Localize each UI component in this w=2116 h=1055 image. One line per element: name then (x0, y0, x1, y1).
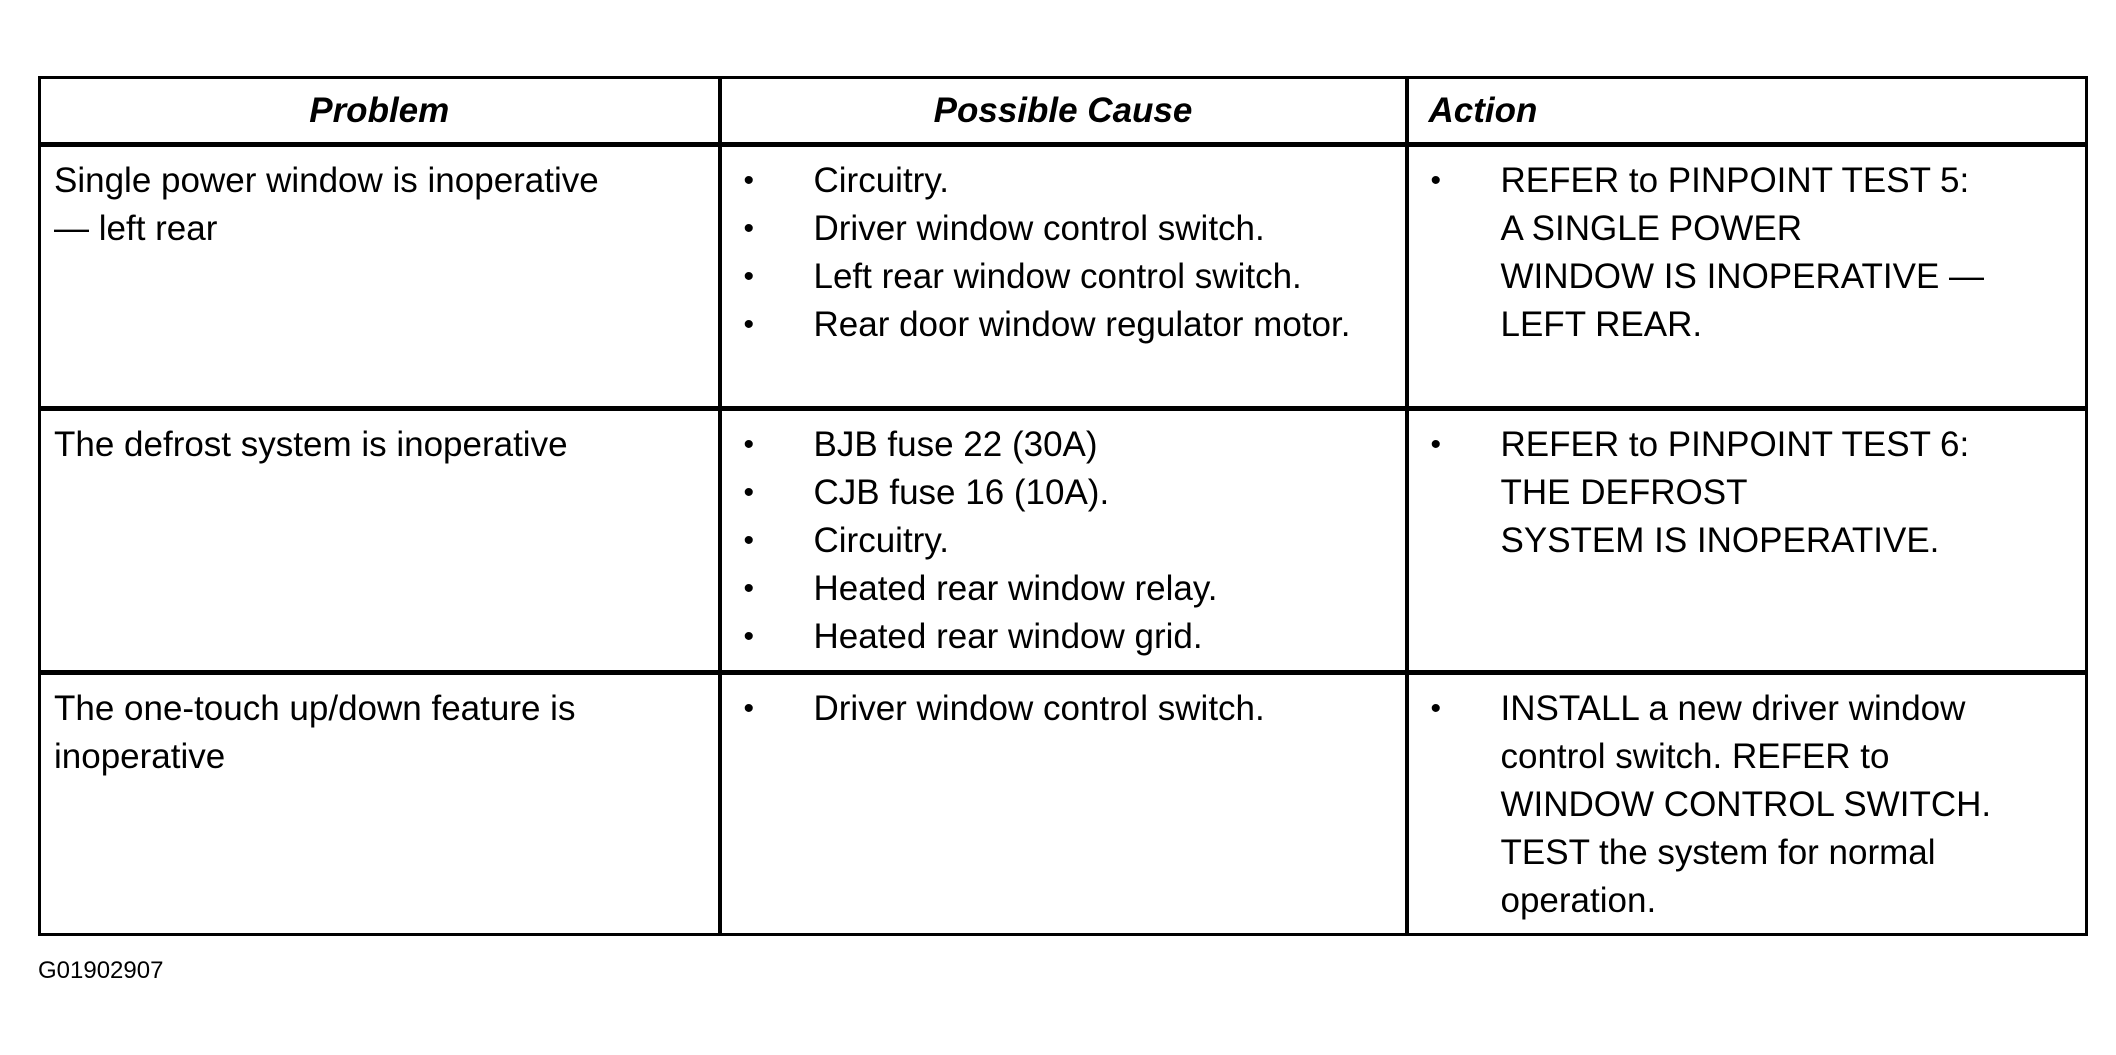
problem-line: inoperative (54, 737, 226, 776)
action-line: THE DEFROST (1500, 473, 1748, 512)
diagnostic-table (38, 76, 2088, 936)
table-row (40, 145, 2087, 409)
problem-line: Single power window is inoperative (54, 161, 599, 200)
cause-list (722, 147, 1405, 355)
action-block (1409, 675, 2086, 931)
problem-text (41, 675, 718, 781)
cause-item: • Circuitry. (722, 157, 1395, 205)
action-line: WINDOW IS INOPERATIVE — (1500, 257, 1985, 296)
header-possible-cause: Possible Cause (720, 78, 1407, 145)
problem-cell (40, 673, 720, 935)
action-line: SYSTEM IS INOPERATIVE. (1500, 521, 1940, 560)
action-block (1409, 411, 2086, 571)
cause-cell (720, 673, 1407, 935)
header-row (40, 78, 2087, 145)
bullet-icon: • (1430, 692, 1442, 725)
bullet-icon: • (1430, 164, 1442, 197)
action-line: REFER to PINPOINT TEST 5: (1500, 161, 1970, 200)
action-line: INSTALL a new driver window (1500, 689, 1966, 728)
problem-cell (40, 409, 720, 673)
action-line: REFER to PINPOINT TEST 6: (1500, 425, 1970, 464)
bullet-icon: • (1430, 428, 1442, 461)
action-line: A SINGLE POWER (1500, 209, 1802, 248)
cause-cell (720, 409, 1407, 673)
cause-item: • Heated rear window grid. (722, 613, 1395, 661)
action-block (1409, 147, 2086, 355)
action-line: LEFT REAR. (1500, 305, 1703, 344)
cause-item: • Left rear window control switch. (722, 253, 1395, 301)
cause-item: • Rear door window regulator motor. (722, 301, 1395, 349)
figure-id: G01902907 (38, 957, 164, 984)
problem-line: — left rear (54, 209, 218, 248)
cause-list (722, 411, 1405, 667)
action-cell (1407, 409, 2087, 673)
action-cell (1407, 673, 2087, 935)
cause-cell (720, 145, 1407, 409)
action-cell (1407, 145, 2087, 409)
action-line: operation. (1500, 881, 1657, 920)
action-line: WINDOW CONTROL SWITCH. (1500, 785, 1992, 824)
problem-cell (40, 145, 720, 409)
table-row (40, 409, 2087, 673)
action-line: control switch. REFER to (1500, 737, 1890, 776)
cause-list (722, 675, 1405, 739)
problem-text (41, 411, 718, 469)
problem-line: The one-touch up/down feature is (54, 689, 576, 728)
cause-item: • CJB fuse 16 (10A). (722, 469, 1395, 517)
table-row (40, 673, 2087, 935)
header-action: Action (1407, 78, 2087, 145)
cause-item: • Circuitry. (722, 517, 1395, 565)
header-problem: Problem (40, 78, 720, 145)
problem-text (41, 147, 718, 253)
cause-item: • Driver window control switch. (722, 205, 1395, 253)
cause-item: • Heated rear window relay. (722, 565, 1395, 613)
cause-item: • BJB fuse 22 (30A) (722, 421, 1395, 469)
cause-item: • Driver window control switch. (722, 685, 1395, 733)
action-line: TEST the system for normal (1500, 833, 1936, 872)
problem-line: The defrost system is inoperative (54, 425, 568, 464)
